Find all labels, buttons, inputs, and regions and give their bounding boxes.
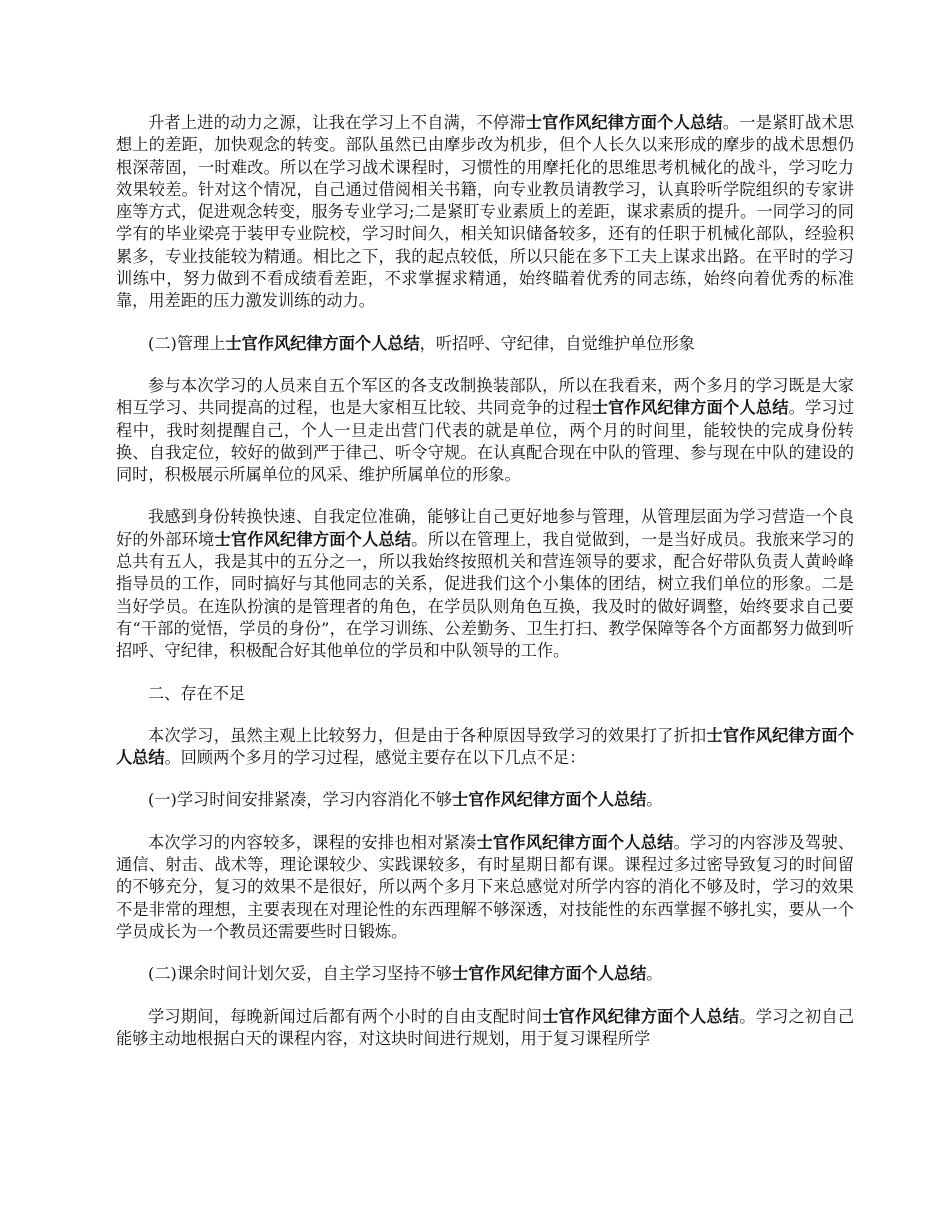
paragraph-1	[116, 112, 854, 313]
heading-time-arrangement-keyword: 士官作风纪律方面个人总结	[452, 790, 647, 810]
paragraph-4-text-1: 我感到身份转换快速、自我定位准确，能够让自己更好地参与管理，从管理层面为学习营造一个良好的外部环境	[116, 507, 854, 549]
paragraph-3-text-1: 参与本次学习的人员来自五个军区的各支改制换装部队，所以在我看来，两个多月的学习既是大家相互学习、共同提高的过程，也是大家相互比较、共同竞争的过程	[116, 375, 854, 418]
heading-management-keyword: 士官作风纪律方面个人总结	[225, 333, 420, 353]
section-heading-time-arrangement	[116, 789, 854, 811]
paragraph-4	[116, 506, 854, 662]
heading-management-text-2: ，听招呼、守纪律，自觉维护单位形象	[419, 333, 695, 353]
heading-spare-time-text-2: 。	[646, 964, 663, 984]
paragraph-4-text-2: 。所以在管理上，我自觉做到，一是当好成员。我旅来学习的总共有五人，我是其中的五分之一，所以我始终按照机关和营连领导的要求，配合好带队负责人黄岭峰指导员的工作，同时搞好与其他同志的关系，促进我们这个小集体的团结，树立我们单位的形象。二是当好学员。在连队扮演的是管理者的角色，在学员队则角色互换，我及时的做好调整，始终要求自己要有“干部的觉悟，学员的身份”，在学习训练、公差勤务、卫生打扫、教学保障等各个方面都努力做到听招呼、守纪律，积极配合好其他单位的学员和中队领导的工作。	[116, 529, 855, 661]
paragraph-6-keyword: 士官作风纪律方面个人总结	[116, 725, 855, 768]
paragraph-6-text-1: 本次学习，虽然主观上比较努力，但是由于各种原因导致学习的效果打了折扣	[148, 725, 707, 745]
heading-time-arrangement-text-1: (一)学习时间安排紧凑，学习内容消化不够	[148, 790, 453, 810]
paragraph-3	[116, 375, 854, 486]
heading-spare-time-keyword: 士官作风纪律方面个人总结	[452, 964, 647, 984]
heading-time-arrangement-text-2: 。	[646, 790, 663, 810]
heading-shortcomings-text: 二、存在不足	[148, 683, 246, 703]
section-heading-spare-time	[116, 963, 854, 985]
paragraph-10-text-1: 学习期间，每晚新闻过后都有两个小时的自由支配时间	[148, 1006, 543, 1026]
paragraph-4-keyword: 士官作风纪律方面个人总结	[214, 529, 412, 549]
paragraph-3-keyword: 士官作风纪律方面个人总结	[591, 398, 789, 418]
paragraph-3-text-2: 。学习过程中，我时刻提醒自己，个人一旦走出营门代表的就是单位，两个月的时间里，能较快的完成身份转换、自我定位，较好的做到严于律己、听令守规。在认真配合现在中队的管理、参与现在中队的建设的同时，积极展示所属单位的风采、维护所属单位的形象。	[116, 398, 855, 485]
paragraph-8-keyword: 士官作风纪律方面个人总结	[476, 832, 674, 852]
paragraph-8	[116, 832, 854, 943]
paragraph-10-text-2: 。学习之初自己能够主动地根据白天的课程内容，对这块时间进行规划，用于复习课程所学	[116, 1006, 855, 1048]
heading-management-text-1: (二)管理上	[148, 333, 226, 353]
paragraph-1-keyword: 士官作风纪律方面个人总结	[525, 113, 723, 132]
paragraph-10-keyword: 士官作风纪律方面个人总结	[542, 1006, 740, 1026]
paragraph-1-text-2: 。一是紧盯战术思想上的差距，加快观念的转变。部队虽然已由摩步改为机步，但个人长久以来形成的摩步的战术思想仍根深蒂固，一时难改。所以在学习战术课程时，习惯性的用摩托化的思维思考机械化的战斗，学习吃力效果较差。针对这个情况，自己通过借阅相关书籍，向专业教员请教学习，认真聆听学院组织的专家讲座等方式，促进观念转变，服务专业学习;二是紧盯专业素质上的差距，谋求素质的提升。一同学习的同学有的毕业梁亮于装甲专业院校，学习时间久，相关知识储备较多，还有的任职于机械化部队，经验积累多，专业技能较为精通。相比之下，我的起点较低，所以只能在多下工夫上谋求出路。在平时的学习训练中，努力做到不看成绩看差距，不求掌握求精通，始终瞄着优秀的同志练，始终向着优秀的标准靠，用差距的压力激发训练的动力。	[116, 113, 855, 311]
paragraph-8-text-1: 本次学习的内容较多，课程的安排也相对紧凑	[148, 832, 477, 852]
paragraph-1-text-1: 升者上进的动力之源，让我在学习上不自满，不停滞	[148, 113, 526, 132]
paragraph-6	[116, 725, 854, 770]
section-heading-management	[116, 333, 854, 355]
section-heading-shortcomings	[116, 683, 854, 705]
paragraph-8-text-2: 。学习的内容涉及驾驶、通信、射击、战术等，理论课较少、实践课较多，有时星期日都有课。课程过多过密导致复习的时间留的不够充分，复习的效果不是很好，所以两个多月下来总感觉对所学内容的消化不够及时，学习的效果不是非常的理想，主要表现在对理论性的东西理解不够深透，对技能性的东西掌握不够扎实，要从一个学员成长为一个教员还需要些时日锻炼。	[116, 832, 855, 941]
paragraph-10	[116, 1006, 854, 1051]
heading-spare-time-text-1: (二)课余时间计划欠妥，自主学习坚持不够	[148, 964, 453, 984]
paragraph-6-text-2: 。回顾两个多月的学习过程，感觉主要存在以下几点不足：	[164, 748, 586, 768]
